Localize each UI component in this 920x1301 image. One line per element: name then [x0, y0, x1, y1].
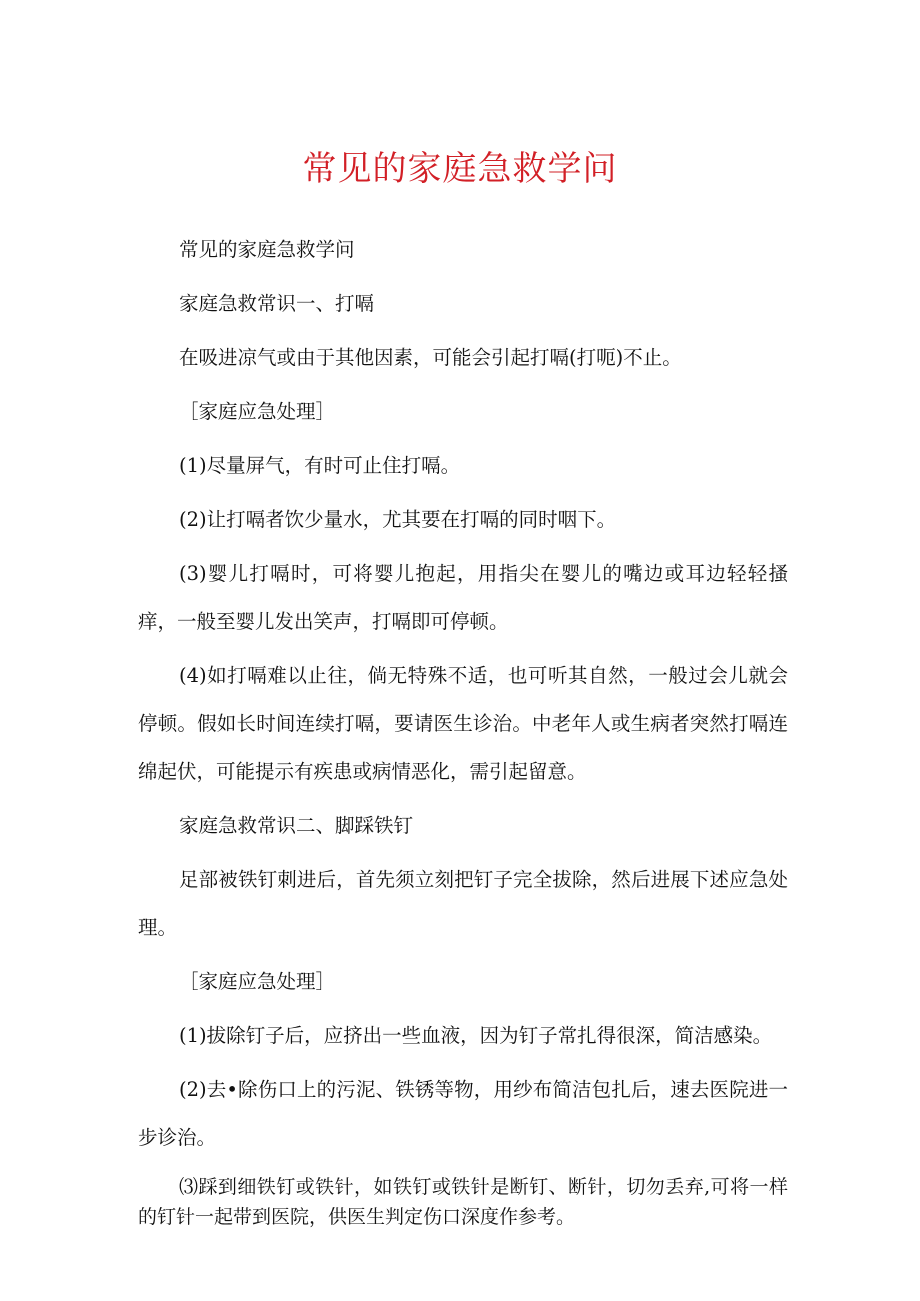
list-item-hiccup-1: (1)尽量屏气，有时可止住打嗝。	[179, 454, 461, 477]
paragraph-subtitle: 常见的家庭急救学问	[179, 238, 355, 261]
paragraph-block-tight	[138, 1172, 788, 1232]
paragraph-hiccup-intro: 在吸进凉气或由于其他因素，可能会引起打嗝(打呃)不止。	[179, 346, 682, 369]
section-label-emergency-handling-2: ［家庭应急处理］	[179, 970, 336, 993]
section-heading-hiccup: 家庭急救常识一、打嗝	[179, 292, 375, 315]
list-item-nail-2: (2)去•除伤口上的污泥、铁锈等物，用纱布简洁包扎后，速去医院进一步诊治。	[138, 1078, 788, 1149]
document-title: 常见的家庭急救学问	[302, 149, 618, 189]
document-body	[138, 226, 788, 1232]
list-item-nail-3: ⑶踩到细铁钉或铁针，如铁钉或铁针是断钉、断针，切勿丢弃,可将一样的钉针一起带到医院，供医生判定伤口深度作参考。	[138, 1176, 788, 1228]
list-item-hiccup-2: (2)让打嗝者饮少量水，尤其要在打嗝的同时咽下。	[179, 508, 617, 531]
section-label-emergency-handling: ［家庭应急处理］	[179, 400, 336, 423]
list-item-hiccup-4: (4)如打嗝难以止往，倘无特殊不适，也可听其自然，一般过会儿就会停顿。假如长时间连续打嗝，要请医生诊治。中老年人或生病者突然打嗝连绵起伏，可能提示有疾患或病情恶化，需引起留意。	[138, 664, 788, 783]
section-heading-nail-injury: 家庭急救常识二、脚踩铁钉	[179, 814, 414, 837]
list-item-hiccup-3: (3)婴儿打嗝时，可将婴儿抱起，用指尖在婴儿的嘴边或耳边轻轻搔痒，一般至婴儿发出笑声，打嗝即可停顿。	[138, 562, 788, 633]
list-item-nail-1: (1)拔除钉子后，应挤出一些血液，因为钉子常扎得很深，简洁感染。	[179, 1024, 773, 1047]
paragraph-nail-intro: 足部被铁钉刺进后，首先须立刻把钉子完全拔除，然后进展下述应急处理。	[138, 868, 788, 939]
